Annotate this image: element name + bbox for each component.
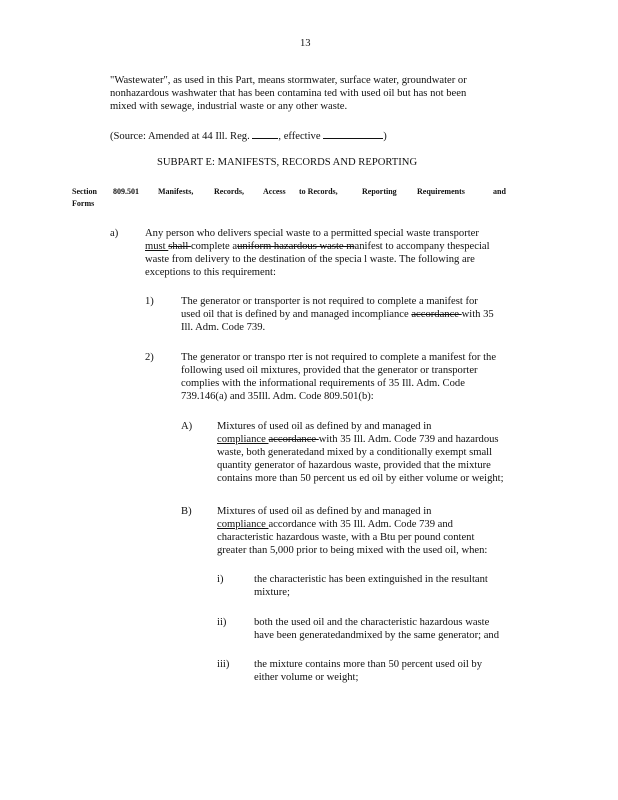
item-A-marker: A) [181,421,193,432]
item-A-line-2-rest: with 35 Ill. Adm. Code 739 and hazardous [318,434,499,445]
section-label: Section [72,187,97,196]
subpart-heading: SUBPART E: MANIFESTS, RECORDS AND REPORTING [157,157,418,168]
item-iii-marker: iii) [217,659,230,670]
item-1-line-2-a: used oil that is defined by and managed incompliance [181,309,412,320]
item-2-line-4: 739.146(a) and 35Ill. Adm. Code 809.501(b): [181,391,374,402]
source-prefix: (Source: Amended at 44 Ill. Reg. [110,131,250,142]
item-2-line-2: following used oil mixtures, provided that the generator or transporter [181,365,478,376]
section-title-word-6: Requirements [417,187,465,196]
item-1-line-1: The generator or transporter is not required to complete a manifest for [181,296,478,307]
item-ii-marker: ii) [217,617,227,628]
item-i-line-1: the characteristic has been extinguished in the resultant [254,574,488,585]
deleted-uniform-hazardous-waste: uniform hazardous waste m [237,241,355,252]
page-number: 13 [300,38,311,49]
section-title-word-3: Access [263,187,286,196]
para-a-marker: a) [110,228,119,239]
item-1-line-3: Ill. Adm. Code 739. [181,322,266,333]
inserted-compliance: compliance [217,434,269,445]
inserted-compliance: compliance [217,519,269,530]
para-a-line-2 [145,241,490,253]
para-a-line-4: exceptions to this requirement: [145,267,276,278]
item-B-line-1: Mixtures of used oil as defined by and managed in [217,506,432,517]
register-blank [252,129,278,139]
deleted-shall: shall [168,241,191,252]
item-A-line-1: Mixtures of used oil as defined by and managed in [217,421,432,432]
item-B-line-4: greater than 5,000 prior to being mixed with the used oil, when: [217,545,488,556]
item-ii-line-1: both the used oil and the characteristic hazardous waste [254,617,490,628]
item-A-line-4: quantity generator of hazardous waste, provided that the mixture [217,460,491,471]
source-note [110,129,387,143]
definition-line-3: mixed with sewage, industrial waste or any other waste. [110,101,348,112]
item-2-marker: 2) [145,352,154,363]
para-a-line-3: waste from delivery to the destination of the specia l waste. The following are [145,254,475,265]
definition-line-1: "Wastewater", as used in this Part, means stormwater, surface water, groundwater or [110,75,467,86]
item-B-line-2-rest: accordance with 35 Ill. Adm. Code 739 and [268,519,453,530]
deleted-accordance: accordance [411,309,462,320]
section-title-word-1: Manifests, [158,187,194,196]
item-1-marker: 1) [145,296,154,307]
source-suffix: ) [383,131,387,142]
item-2-line-3: complies with the informational requirements of 35 Ill. Adm. Code [181,378,465,389]
item-i-line-2: mixture; [254,587,290,598]
item-iii-line-2: either volume or weight; [254,672,359,683]
para-a-line-2-rest: anifest to accompany thespecial [354,241,490,252]
item-2-line-1: The generator or transpo rter is not required to complete a manifest for the [181,352,497,363]
item-1-line-2 [181,309,494,321]
para-a-line-2-complete: complete a [190,241,238,252]
inserted-must: must [145,241,169,252]
definition-line-2: nonhazardous washwater that has been contamina ted with used oil but has not been [110,88,467,99]
item-A-line-5: contains more than 50 percent us ed oil by either volume or weight; [217,473,504,484]
item-i-marker: i) [217,574,224,585]
section-number: 809.501 [113,187,139,196]
item-A-line-3: waste, both generatedand mixed by a conditionally exempt small [217,447,493,458]
section-title-word-4: to Records, [299,187,338,196]
item-A-line-2 [217,434,499,446]
item-1-line-2-b: with 35 [461,309,494,320]
item-B-line-3: characteristic hazardous waste, with a Btu per pound content [217,532,475,543]
section-title-word-2: Records, [214,187,244,196]
item-ii-line-2: have been generatedandmixed by the same generator; and [254,630,500,641]
deleted-accordance: accordance [268,434,319,445]
item-iii-line-1: the mixture contains more than 50 percent used oil by [254,659,482,670]
source-effective: , effective [278,131,321,142]
item-B-line-2 [217,519,453,531]
section-title-continued: Forms [72,199,95,208]
effective-date-blank [323,129,383,139]
section-title-word-7: and [493,187,506,196]
section-title-word-5: Reporting [362,187,397,196]
item-B-marker: B) [181,506,192,517]
para-a-line-1: Any person who delivers special waste to a permitted special waste transporter [145,228,479,239]
